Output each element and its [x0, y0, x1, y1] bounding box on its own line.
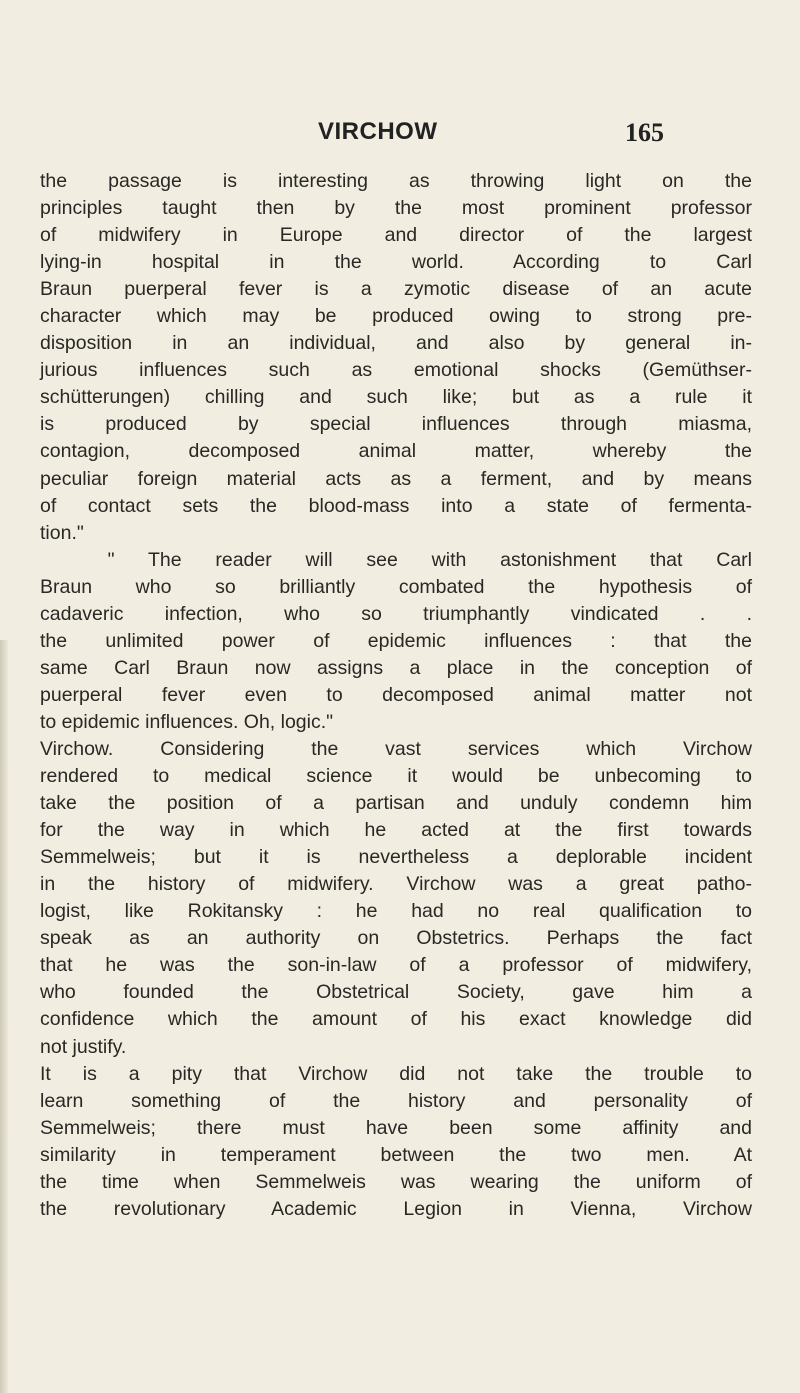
text-line: in the history of midwifery. Virchow was a great patho- — [40, 873, 752, 896]
text-line: character which may be produced owing to strong pre- — [40, 305, 752, 328]
text-line: cadaveric infection, who so triumphantly vindicated . . — [40, 602, 752, 625]
text-line: same Carl Braun now assigns a place in the conception of — [40, 656, 752, 679]
text-line: the time when Semmelweis was wearing the uniform of — [40, 1170, 752, 1193]
text-line: confidence which the amount of his exact knowledge did — [40, 1008, 752, 1031]
text-line: tion." — [40, 521, 84, 544]
text-line: lying-in hospital in the world. According to Carl — [40, 251, 752, 274]
text-line: Braun puerperal fever is a zymotic disease of an acute — [40, 278, 752, 301]
text-line: to epidemic influences. Oh, logic." — [40, 710, 334, 733]
text-line: is produced by special influences through miasma, — [40, 413, 752, 436]
text-line: of contact sets the blood-mass into a state of fermenta- — [40, 494, 752, 517]
text-line: not justify. — [40, 1035, 127, 1058]
text-line: the revolutionary Academic Legion in Vienna, Virchow — [40, 1197, 752, 1220]
text-line: Semmelweis; there must have been some affinity and — [40, 1116, 752, 1139]
running-head: VIRCHOW — [318, 118, 438, 145]
page-number: 165 — [625, 118, 664, 147]
page-edge-shadow — [0, 640, 8, 1393]
text-line: the unlimited power of epidemic influences : that the — [40, 629, 752, 652]
text-line: " The reader will see with astonishment that Carl — [40, 548, 752, 571]
body-text — [40, 168, 752, 1223]
page-header — [318, 118, 664, 158]
text-line: It is a pity that Virchow did not take the trouble to — [40, 1062, 752, 1085]
text-line: take the position of a partisan and unduly condemn him — [40, 792, 752, 815]
text-line: that he was the son-in-law of a professor of midwifery, — [40, 954, 752, 977]
text-line: for the way in which he acted at the first towards — [40, 819, 752, 842]
text-line: disposition in an individual, and also by general in- — [40, 332, 752, 355]
text-line: of midwifery in Europe and director of the largest — [40, 224, 752, 247]
text-line: peculiar foreign material acts as a ferment, and by means — [40, 467, 752, 490]
text-line: schütterungen) chilling and such like; but as a rule it — [40, 386, 752, 409]
text-line: speak as an authority on Obstetrics. Perhaps the fact — [40, 927, 752, 950]
text-line: puerperal fever even to decomposed animal matter not — [40, 683, 752, 706]
text-line: the passage is interesting as throwing light on the — [40, 170, 752, 192]
text-line: who founded the Obstetrical Society, gave him a — [40, 981, 752, 1004]
text-line: logist, like Rokitansky : he had no real qualification to — [40, 900, 752, 923]
text-line: Braun who so brilliantly combated the hypothesis of — [40, 575, 752, 598]
text-line: jurious influences such as emotional shocks (Gemüthser- — [40, 359, 752, 382]
text-line: contagion, decomposed animal matter, whereby the — [40, 440, 752, 463]
text-line: learn something of the history and personality of — [40, 1089, 752, 1112]
text-line: Semmelweis; but it is nevertheless a deplorable incident — [40, 846, 752, 869]
text-line: principles taught then by the most prominent professor — [40, 197, 752, 220]
text-line: similarity in temperament between the two men. At — [40, 1143, 752, 1166]
text-line: rendered to medical science it would be unbecoming to — [40, 765, 752, 788]
text-line: Virchow. Considering the vast services which Virchow — [40, 737, 752, 760]
